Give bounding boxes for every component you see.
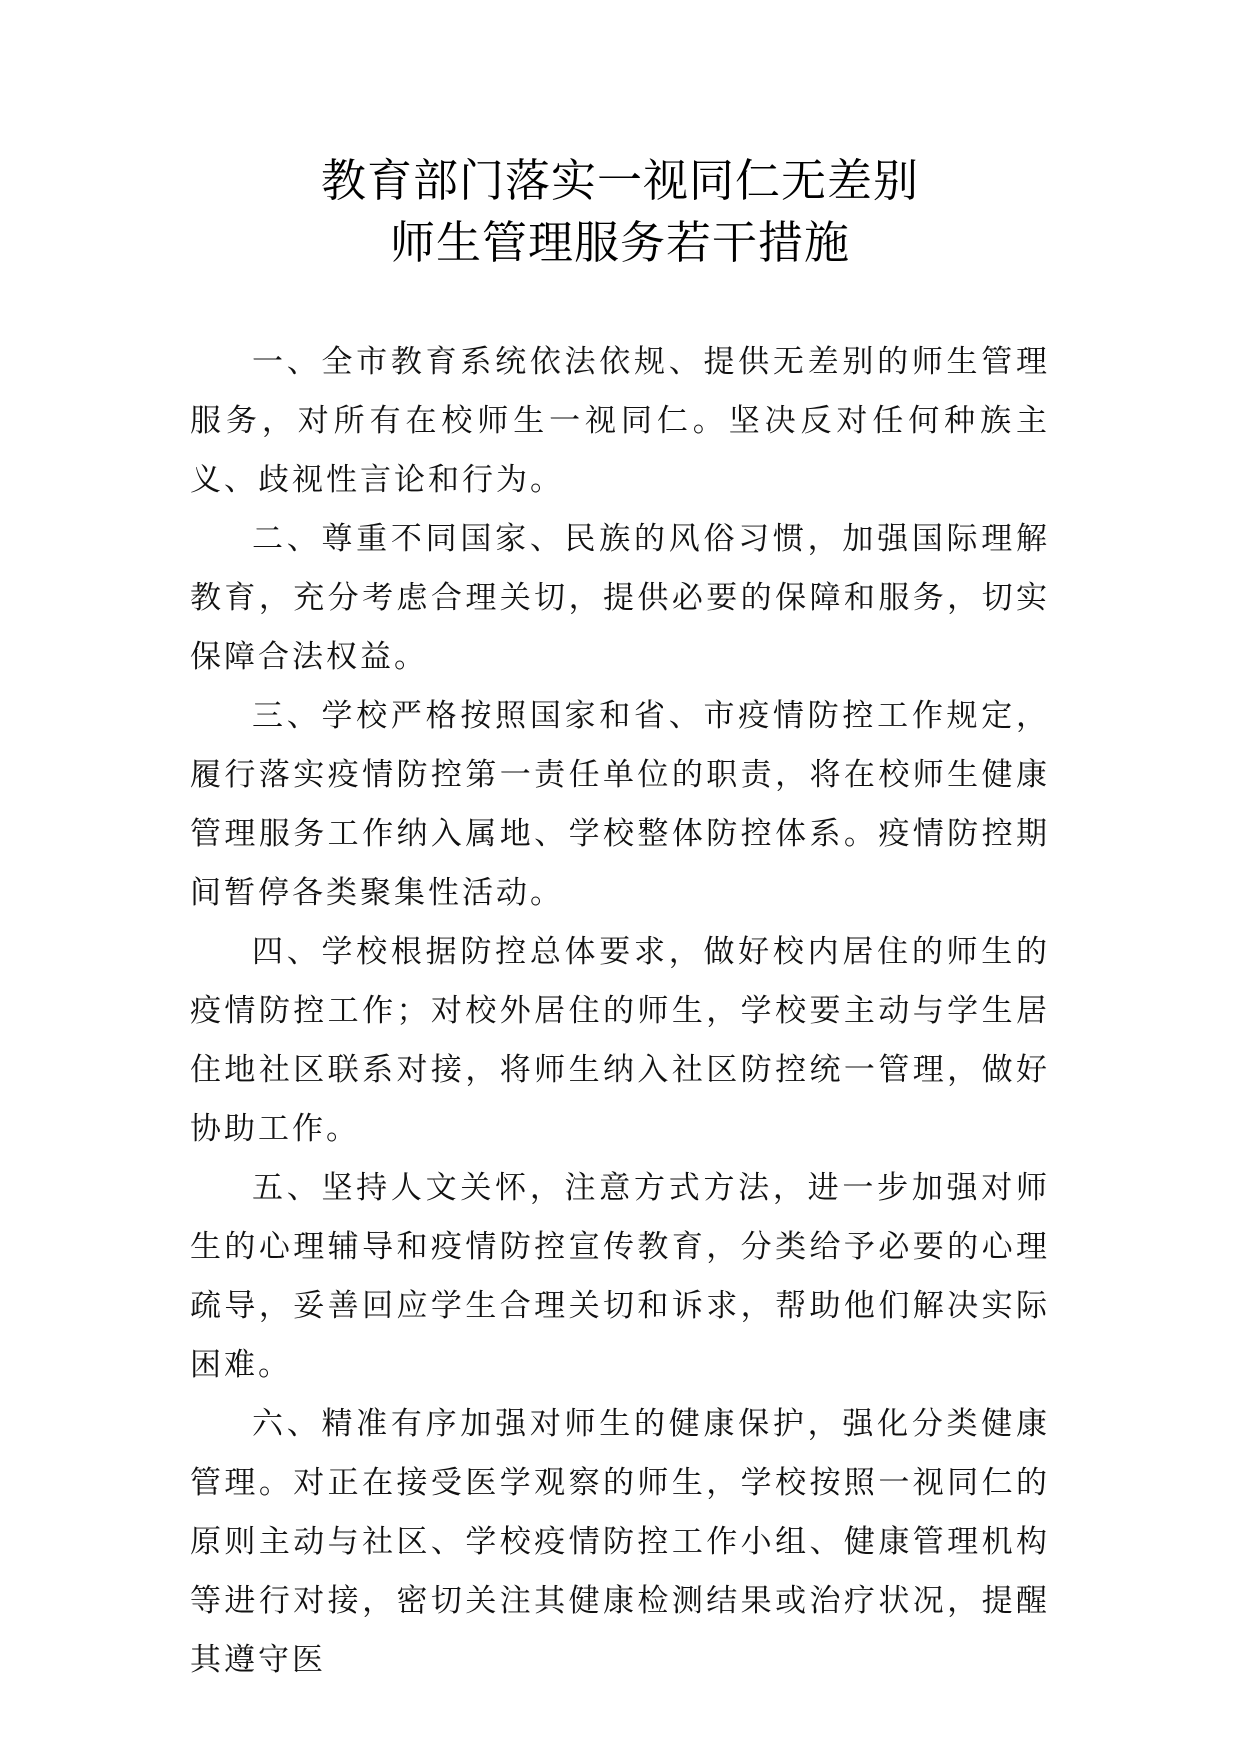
paragraph-1: 一、全市教育系统依法依规、提供无差别的师生管理服务，对所有在校师生一视同仁。坚决反对任何种族主义、歧视性言论和行为。	[190, 344, 1050, 498]
paragraph-2: 二、尊重不同国家、民族的风俗习惯，加强国际理解教育，充分考虑合理关切，提供必要的保障和服务，切实保障合法权益。	[190, 521, 1050, 675]
title-line-1: 教育部门落实一视同仁无差别	[320, 154, 919, 207]
document-body	[190, 333, 1050, 1690]
document-title	[0, 150, 1240, 274]
paragraph-4: 四、学校根据防控总体要求，做好校内居住的师生的疫情防控工作；对校外居住的师生，学校要主动与学生居住地社区联系对接，将师生纳入社区防控统一管理，做好协助工作。	[190, 934, 1050, 1147]
paragraph-6: 六、精准有序加强对师生的健康保护，强化分类健康管理。对正在接受医学观察的师生，学校按照一视同仁的原则主动与社区、学校疫情防控工作小组、健康管理机构等进行对接，密切关注其健康检测结果或治疗状况，提醒其遵守医	[190, 1406, 1050, 1678]
paragraph-5: 五、坚持人文关怀，注意方式方法，进一步加强对师生的心理辅导和疫情防控宣传教育，分类给予必要的心理疏导，妥善回应学生合理关切和诉求，帮助他们解决实际困难。	[190, 1170, 1050, 1383]
title-line-2: 师生管理服务若干措施	[389, 216, 850, 269]
paragraph-3: 三、学校严格按照国家和省、市疫情防控工作规定，履行落实疫情防控第一责任单位的职责，将在校师生健康管理服务工作纳入属地、学校整体防控体系。疫情防控期间暂停各类聚集性活动。	[190, 698, 1050, 911]
